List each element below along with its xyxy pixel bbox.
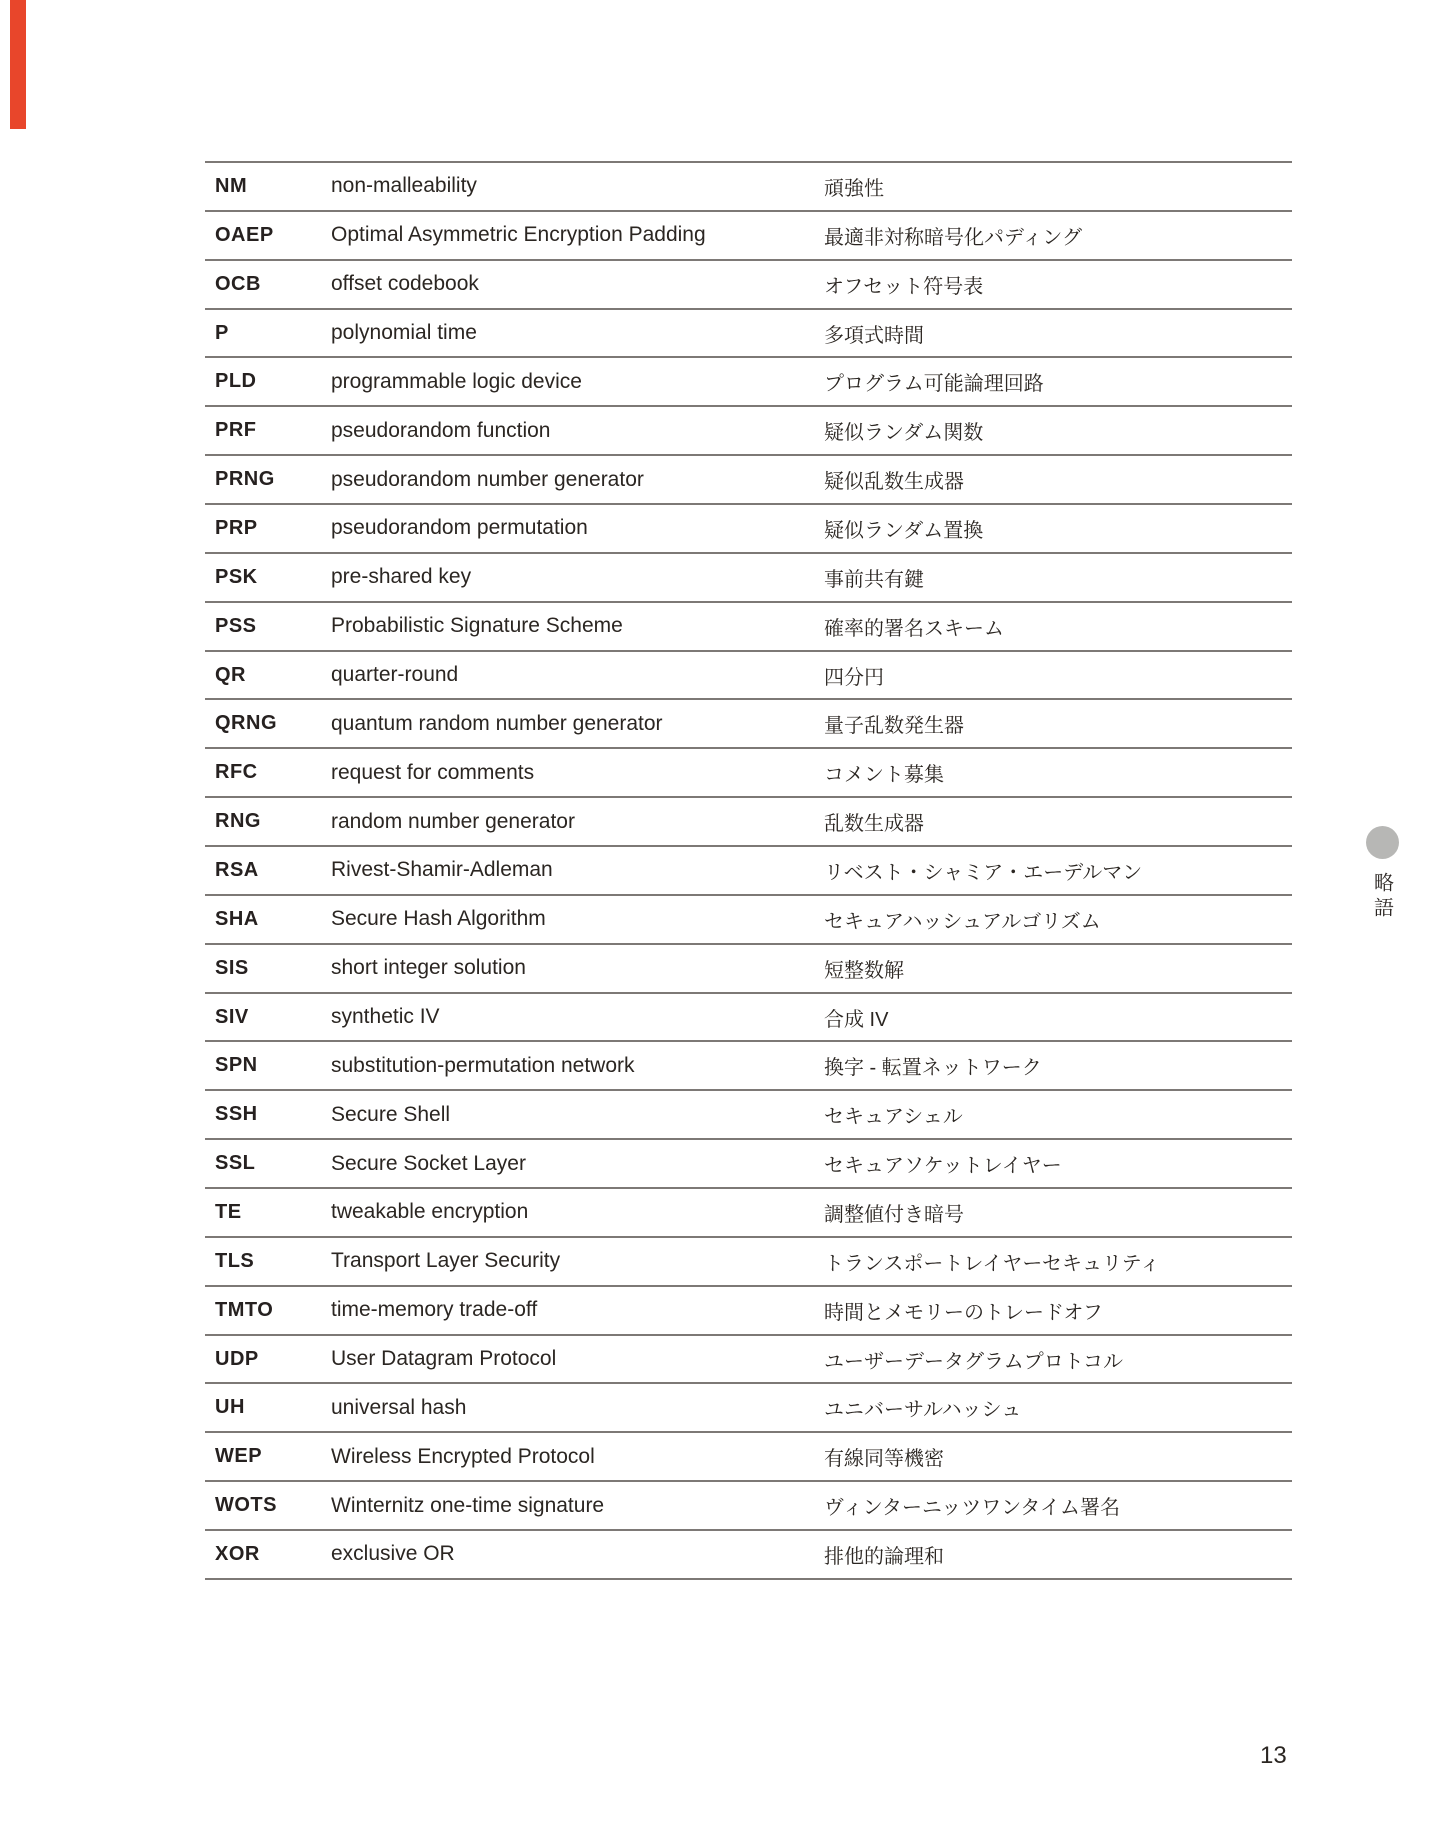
abbreviation-cell: TMTO bbox=[215, 1298, 274, 1321]
table-row bbox=[205, 1040, 1292, 1089]
japanese-term-cell: トランスポートレイヤーセキュリティ bbox=[824, 1252, 1160, 1275]
english-term-cell: substitution-permutation network bbox=[331, 1053, 635, 1077]
english-term-cell: short integer solution bbox=[331, 956, 526, 980]
english-term-cell: Secure Socket Layer bbox=[331, 1151, 526, 1175]
table-row bbox=[205, 552, 1292, 601]
table-row bbox=[205, 503, 1292, 552]
table-row bbox=[205, 845, 1292, 894]
japanese-term-cell: 時間とメモリーのトレードオフ bbox=[824, 1301, 1103, 1324]
table-row bbox=[205, 601, 1292, 650]
table-row bbox=[205, 1382, 1292, 1431]
abbreviation-cell: PRF bbox=[215, 419, 257, 442]
japanese-term-cell: コメント募集 bbox=[824, 764, 944, 787]
abbreviation-cell: P bbox=[215, 321, 229, 344]
japanese-term-cell: 最適非対称暗号化パディング bbox=[824, 226, 1082, 249]
japanese-term-cell: プログラム可能論理回路 bbox=[824, 373, 1044, 396]
japanese-term-cell: ユニバーサルハッシュ bbox=[824, 1399, 1022, 1422]
abbreviation-cell: OCB bbox=[215, 272, 261, 295]
japanese-term-cell: 量子乱数発生器 bbox=[824, 715, 964, 738]
english-term-cell: universal hash bbox=[331, 1395, 467, 1419]
table-row bbox=[205, 943, 1292, 992]
abbreviation-cell: TE bbox=[215, 1200, 242, 1223]
abbreviation-cell: QR bbox=[215, 663, 246, 686]
table-row bbox=[205, 698, 1292, 747]
japanese-term-cell: 換字 - 転置ネットワーク bbox=[824, 1057, 1042, 1080]
japanese-term-cell: 疑似乱数生成器 bbox=[824, 471, 964, 494]
table-row bbox=[205, 894, 1292, 943]
english-term-cell: pre-shared key bbox=[331, 565, 472, 589]
table-row bbox=[205, 308, 1292, 357]
japanese-term-cell: セキュアシェル bbox=[824, 1106, 963, 1129]
abbreviation-cell: PRP bbox=[215, 516, 258, 539]
japanese-term-cell: 合成 IV bbox=[824, 1008, 889, 1031]
english-term-cell: Transport Layer Security bbox=[331, 1249, 561, 1273]
japanese-term-cell: 疑似ランダム置換 bbox=[824, 519, 984, 542]
english-term-cell: request for comments bbox=[331, 760, 535, 784]
table-row bbox=[205, 1334, 1292, 1383]
english-term-cell: quarter-round bbox=[331, 663, 459, 687]
table-row bbox=[205, 454, 1292, 503]
japanese-term-cell: リベスト・シャミア・エーデルマン bbox=[824, 861, 1143, 884]
english-term-cell: pseudorandom permutation bbox=[331, 516, 588, 540]
japanese-term-cell: 事前共有鍵 bbox=[824, 568, 924, 591]
section-tab-circle-icon bbox=[1366, 826, 1399, 859]
abbreviation-cell: RNG bbox=[215, 810, 261, 833]
japanese-term-cell: 頑強性 bbox=[824, 177, 884, 200]
english-term-cell: time-memory trade-off bbox=[331, 1298, 538, 1322]
english-term-cell: Secure Shell bbox=[331, 1102, 451, 1126]
abbreviation-cell: RFC bbox=[215, 761, 258, 784]
table-row bbox=[205, 747, 1292, 796]
table-row bbox=[205, 259, 1292, 308]
japanese-term-cell: ユーザーデータグラムプロトコル bbox=[824, 1350, 1123, 1373]
japanese-term-cell: ヴィンターニッツワンタイム署名 bbox=[824, 1497, 1120, 1520]
english-term-cell: Wireless Encrypted Protocol bbox=[331, 1444, 595, 1468]
english-term-cell: offset codebook bbox=[331, 272, 479, 296]
abbreviation-cell: WEP bbox=[215, 1445, 263, 1468]
abbreviation-cell: PRNG bbox=[215, 468, 275, 491]
english-term-cell: User Datagram Protocol bbox=[331, 1347, 557, 1371]
table-row bbox=[205, 992, 1292, 1041]
english-term-cell: non-malleability bbox=[331, 174, 477, 198]
japanese-term-cell: オフセット符号表 bbox=[824, 275, 984, 298]
english-term-cell: Winternitz one-time signature bbox=[331, 1493, 605, 1517]
japanese-term-cell: 短整数解 bbox=[824, 959, 904, 982]
japanese-term-cell: 有線同等機密 bbox=[824, 1448, 944, 1471]
japanese-term-cell: 確率的署名スキーム bbox=[824, 617, 1004, 640]
japanese-term-cell: 乱数生成器 bbox=[824, 813, 924, 836]
japanese-term-cell: 疑似ランダム関数 bbox=[824, 422, 984, 445]
abbreviation-cell: SSH bbox=[215, 1103, 258, 1126]
english-term-cell: Rivest-Shamir-Adleman bbox=[331, 858, 553, 882]
abbreviation-cell: PSK bbox=[215, 565, 258, 588]
abbreviation-cell: SIS bbox=[215, 956, 249, 979]
japanese-term-cell: 排他的論理和 bbox=[824, 1545, 944, 1568]
table-row bbox=[205, 1431, 1292, 1480]
english-term-cell: quantum random number generator bbox=[331, 711, 663, 735]
abbreviation-cell: SPN bbox=[215, 1054, 258, 1077]
english-term-cell: Secure Hash Algorithm bbox=[331, 907, 546, 931]
japanese-term-cell: 四分円 bbox=[824, 666, 884, 689]
abbreviation-table bbox=[205, 161, 1292, 1580]
japanese-term-cell: セキュアハッシュアルゴリズム bbox=[824, 910, 1101, 933]
table-row bbox=[205, 1285, 1292, 1334]
japanese-term-cell: 調整値付き暗号 bbox=[824, 1203, 964, 1226]
table-row bbox=[205, 1236, 1292, 1285]
abbreviation-cell: TLS bbox=[215, 1249, 255, 1272]
abbreviation-cell: UH bbox=[215, 1396, 245, 1419]
japanese-term-cell: セキュアソケットレイヤー bbox=[824, 1155, 1062, 1178]
table-row bbox=[205, 356, 1292, 405]
table-row bbox=[205, 161, 1292, 210]
chapter-red-tab bbox=[10, 0, 26, 129]
table-row bbox=[205, 796, 1292, 845]
abbreviation-cell: RSA bbox=[215, 858, 259, 881]
table-row bbox=[205, 1187, 1292, 1236]
table-row bbox=[205, 1138, 1292, 1187]
abbreviation-cell: SIV bbox=[215, 1005, 249, 1028]
table-row bbox=[205, 405, 1292, 454]
abbreviation-cell: QRNG bbox=[215, 712, 277, 735]
table-row bbox=[205, 1089, 1292, 1138]
english-term-cell: pseudorandom number generator bbox=[331, 467, 644, 491]
abbreviation-cell: XOR bbox=[215, 1542, 260, 1565]
abbreviation-cell: UDP bbox=[215, 1347, 259, 1370]
english-term-cell: polynomial time bbox=[331, 321, 477, 344]
page-number: 13 bbox=[1260, 1742, 1287, 1769]
table-row bbox=[205, 210, 1292, 259]
abbreviation-cell: SSL bbox=[215, 1152, 256, 1175]
section-tab-label: 略語 bbox=[1370, 872, 1393, 922]
english-term-cell: pseudorandom function bbox=[331, 418, 551, 442]
japanese-term-cell: 多項式時間 bbox=[824, 324, 924, 347]
english-term-cell: synthetic IV bbox=[331, 1005, 440, 1029]
table-row bbox=[205, 1529, 1292, 1578]
table-row bbox=[205, 650, 1292, 699]
english-term-cell: tweakable encryption bbox=[331, 1200, 529, 1224]
abbreviation-cell: OAEP bbox=[215, 223, 274, 246]
english-term-cell: random number generator bbox=[331, 809, 575, 833]
abbreviation-cell: PLD bbox=[215, 370, 257, 393]
table-row bbox=[205, 1480, 1292, 1529]
abbreviation-cell: WOTS bbox=[215, 1494, 277, 1517]
section-tab bbox=[1352, 826, 1412, 922]
english-term-cell: Optimal Asymmetric Encryption Padding bbox=[331, 223, 706, 247]
abbreviation-cell: PSS bbox=[215, 614, 257, 637]
abbreviation-cell: SHA bbox=[215, 907, 259, 930]
english-term-cell: programmable logic device bbox=[331, 369, 582, 393]
english-term-cell: exclusive OR bbox=[331, 1542, 455, 1566]
english-term-cell: Probabilistic Signature Scheme bbox=[331, 614, 623, 638]
abbreviation-cell: NM bbox=[215, 174, 248, 197]
